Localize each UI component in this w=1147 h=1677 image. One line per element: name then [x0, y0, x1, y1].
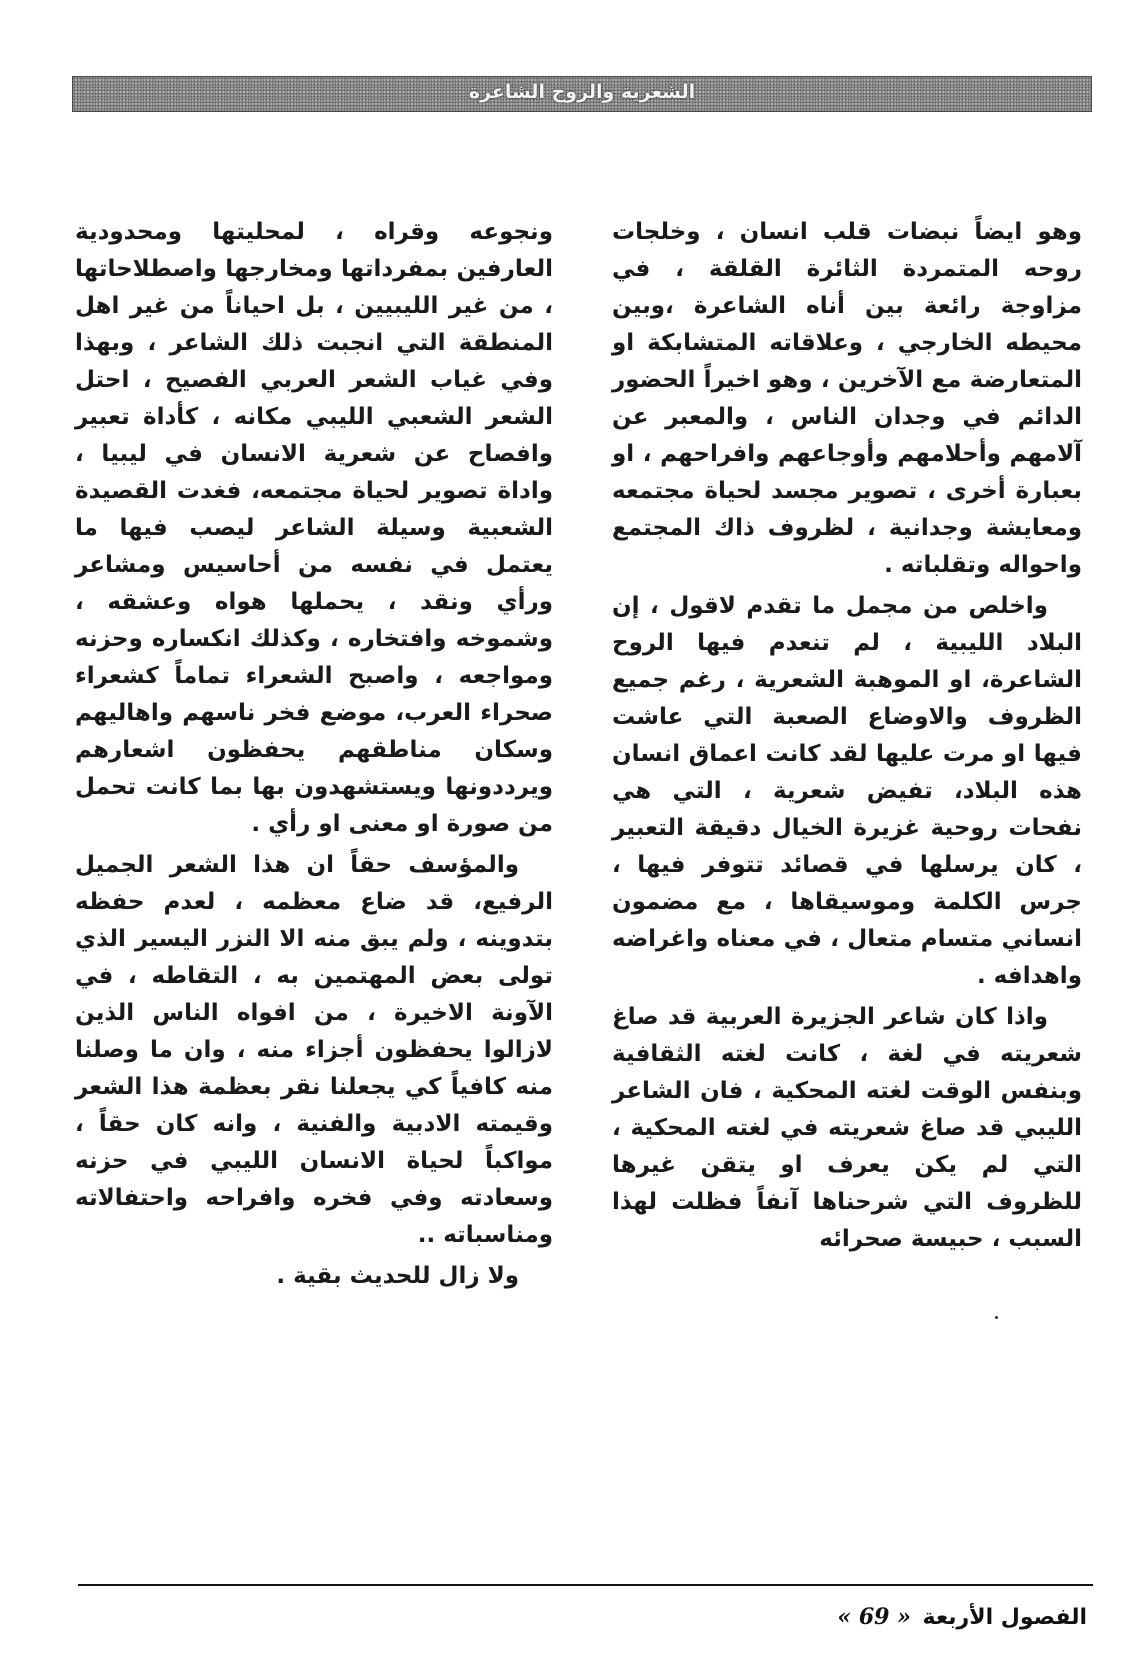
paragraph: واخلص من مجمل ما تقدم لاقول ، إن البلاد الليبية ، لم تنعدم فيها الروح الشاعرة، او الموهبة الشعرية ، رغم جميع الظروف والاوضاع الصعبة التي عاشت فيها او مرت عليها لقد كانت اعماق انسان هذه البلاد، تفيض شعرية ، التي هي نفحات روحية غزيرة الخيال دقيقة التعبير ، كان يرسلها في قصائد تتوفر فيها ، جرس الكلمة وموسيقاها ، مع مضمون انساني متسام متعال ، في معناه واغراضه واهدافه . [612, 593, 1082, 989]
right-column [612, 214, 1082, 1258]
header-band [72, 76, 1092, 112]
footer-rule [78, 1584, 1093, 1586]
paragraph: والمؤسف حقاً ان هذا الشعر الجميل الرفيع، قد ضاع معظمه ، لعدم حفظه بتدوينه ، ولم يبق منه الا النزر اليسير الذي تولى بعض المهتمين به ، التقاطه ، في الآونة الاخيرة ، من افواه الناس الذين لازالوا يحفظون أجزاء منه ، وان ما وصلنا منه كافياً كي يجعلنا نقر بعظمة هذا الشعر وقيمته الادبية والفنية ، وانه كان حقاً ، مواكباً لحياة الانسان الليبي في حزنه وسعادته وفي فخره وافراحه واحتفالاته ومناسباته .. [75, 852, 553, 1248]
paragraph: ولا زال للحديث بقية . [276, 1263, 519, 1289]
paragraph: واذا كان شاعر الجزيرة العربية قد صاغ شعريته في لغة ، كانت لغته الثقافية وبنفس الوقت لغته المحكية ، فان الشاعر الليبي قد صاغ شعريته في لغته المحكية ، التي لم يكن يعرف او يتقن غيرها للظروف التي شرحناها آنفاً فظلت لهذا السبب ، حبيسة صحرائه [612, 1004, 1082, 1252]
magazine-name: الفصول الأربعة [922, 1605, 1087, 1630]
running-header-title: الشعرية والروح الشاعرة [468, 81, 696, 103]
footer [833, 1604, 1087, 1630]
paragraph: وهو ايضاً نبضات قلب انسان ، وخلجات روحه المتمردة الثائرة القلقة ، في مزاوجة رائعة بين أناه الشاعرة ،وبين محيطه الخارجي ، وعلاقاته المتشابكة او المتعارضة مع الآخرين ، وهو اخيراً الحضور الدائم في وجدان الناس ، والمعبر عن آلامهم وأحلامهم وأوجاعهم وافراحهم ، او بعبارة أخرى ، تصوير مجسد لحياة مجتمعه ومعايشة وجدانية ، لظروف ذاك المجتمع واحواله وتقلباته . [612, 219, 1082, 578]
paragraph: ونجوعه وقراه ، لمحليتها ومحدودية العارفين بمفرداتها ومخارجها واصطلاحاتها ، من غير الليبيين ، بل احياناً من غير اهل المنطقة التي انجبت ذلك الشاعر ، وبهذا وفي غياب الشعر العربي الفصيح ، احتل الشعر الشعبي الليبي مكانه ، كأداة تعبير وافصاح عن شعرية الانسان في ليبيا ، واداة تصوير لحياة مجتمعه، فغدت القصيدة الشعبية وسيلة الشاعر ليصب فيها ما يعتمل في نفسه من أحاسيس ومشاعر ورأي ونقد ، يحملها هواه وعشقه ، وشموخه وافتخاره ، وكذلك انكساره وحزنه ومواجعه ، واصبح الشعراء تماماً كشعراء صحراء العرب، موضع فخر ناسهم واهاليهم وسكان مناطقهم يحفظون اشعارهم ويرددونها ويستشهدون بها بما كانت تحمل من صورة او معنى او رأي . [75, 219, 553, 837]
left-column [75, 214, 553, 1295]
scan-speck [995, 1316, 998, 1319]
page-number: « 69 » [837, 1604, 911, 1630]
